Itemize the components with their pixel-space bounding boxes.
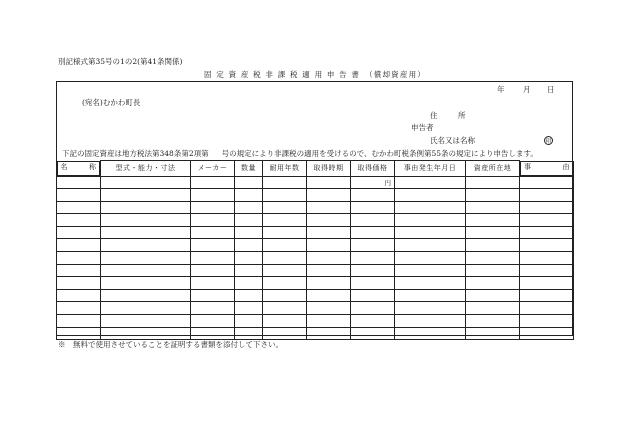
cell-reason[interactable]: [520, 302, 574, 315]
cell-acq_time[interactable]: [307, 176, 351, 189]
cell-location[interactable]: [466, 302, 520, 315]
cell-life[interactable]: [263, 189, 307, 202]
cell-location[interactable]: [466, 239, 520, 252]
table-header-row: [57, 161, 574, 177]
cell-qty[interactable]: [235, 201, 263, 214]
table-row: [57, 302, 574, 315]
cell-acq_time[interactable]: [307, 277, 351, 290]
cell-name[interactable]: [57, 239, 101, 252]
cell-acq_time[interactable]: [307, 302, 351, 315]
table-row: [57, 189, 574, 202]
cell-model[interactable]: [101, 189, 191, 202]
cell-location[interactable]: [466, 264, 520, 277]
column-header-name: 名 称: [57, 161, 101, 176]
cell-life[interactable]: [263, 264, 307, 277]
cell-location[interactable]: [466, 289, 520, 302]
cell-qty[interactable]: [235, 327, 263, 340]
cell-reason[interactable]: [520, 189, 574, 202]
cell-name[interactable]: [57, 189, 101, 202]
cell-reason[interactable]: [520, 214, 574, 227]
cell-life[interactable]: [263, 315, 307, 328]
cell-model[interactable]: [101, 176, 191, 189]
cell-model[interactable]: [101, 201, 191, 214]
cell-qty[interactable]: [235, 189, 263, 202]
table-row: [57, 264, 574, 277]
cell-location[interactable]: [466, 176, 520, 189]
cell-acq_price[interactable]: [351, 239, 395, 252]
cell-name[interactable]: [57, 289, 101, 302]
cell-acq_time[interactable]: [307, 289, 351, 302]
cell-acq_time[interactable]: [307, 264, 351, 277]
cell-model[interactable]: [101, 302, 191, 315]
table-row: [57, 289, 574, 302]
table-row: [57, 176, 574, 189]
cell-reason[interactable]: [520, 201, 574, 214]
cell-name[interactable]: [57, 214, 101, 227]
table-row: [57, 277, 574, 290]
cell-maker[interactable]: [191, 201, 235, 214]
cell-model[interactable]: [101, 252, 191, 265]
cell-acq_price[interactable]: [351, 189, 395, 202]
form-number: 別記様式第35号の1の2(第41条関係): [58, 57, 183, 66]
footer-note: ※ 無料で使用させていることを証明する書類を添付して下さい。: [58, 340, 283, 349]
cell-qty[interactable]: [235, 252, 263, 265]
cell-event_date[interactable]: [395, 264, 466, 277]
cell-event_date[interactable]: [395, 239, 466, 252]
cell-maker[interactable]: [191, 289, 235, 302]
cell-life[interactable]: [263, 252, 307, 265]
applicant-role-label: 申告者: [411, 123, 434, 132]
cell-name[interactable]: [57, 226, 101, 239]
cell-location[interactable]: [466, 277, 520, 290]
cell-maker[interactable]: [191, 176, 235, 189]
column-header-model: 型式・能力・寸法: [101, 161, 191, 177]
cell-event_date[interactable]: [395, 201, 466, 214]
cell-event_date[interactable]: [395, 226, 466, 239]
cell-event_date[interactable]: [395, 327, 466, 340]
address-label-2: 所: [458, 111, 466, 120]
cell-life[interactable]: [263, 176, 307, 189]
cell-model[interactable]: [101, 214, 191, 227]
cell-maker[interactable]: [191, 226, 235, 239]
asset-table: [56, 160, 574, 340]
cell-reason[interactable]: [520, 264, 574, 277]
cell-maker[interactable]: [191, 239, 235, 252]
declaration-text: [62, 150, 538, 158]
date-day-label: 日: [547, 85, 555, 94]
table-row: [57, 252, 574, 265]
column-header-event-date: 事由発生年月日: [395, 161, 466, 177]
cell-model[interactable]: [101, 264, 191, 277]
cell-model[interactable]: [101, 315, 191, 328]
cell-name[interactable]: [57, 201, 101, 214]
cell-model[interactable]: [101, 239, 191, 252]
column-header-useful-life: 耐用年数: [263, 161, 307, 177]
column-header-location: 資産所在地: [466, 161, 520, 177]
cell-acq_time[interactable]: [307, 201, 351, 214]
cell-acq_price[interactable]: 円: [351, 176, 395, 189]
cell-reason[interactable]: [520, 239, 574, 252]
cell-qty[interactable]: [235, 176, 263, 189]
cell-maker[interactable]: [191, 189, 235, 202]
cell-maker[interactable]: [191, 214, 235, 227]
cell-maker[interactable]: [191, 277, 235, 290]
column-header-acquisition-price: 取得価格: [351, 161, 395, 177]
cell-acq_time[interactable]: [307, 239, 351, 252]
cell-name[interactable]: [57, 315, 101, 328]
table-row: [57, 201, 574, 214]
table-row: [57, 327, 574, 340]
cell-model[interactable]: [101, 277, 191, 290]
cell-maker[interactable]: [191, 264, 235, 277]
declaration-text-part2: 号の規定により非課税の適用を受けるので、むかわ町税条例第55条の規定により申告します。: [221, 149, 538, 158]
date-year-label: 年: [497, 85, 505, 94]
cell-qty[interactable]: [235, 214, 263, 227]
cell-event_date[interactable]: [395, 289, 466, 302]
cell-maker[interactable]: [191, 327, 235, 340]
cell-acq_price[interactable]: [351, 252, 395, 265]
cell-acq_price[interactable]: [351, 302, 395, 315]
cell-maker[interactable]: [191, 252, 235, 265]
cell-qty[interactable]: [235, 289, 263, 302]
cell-reason[interactable]: [520, 226, 574, 239]
addressee: (宛名)むかわ町長: [82, 98, 141, 107]
cell-location[interactable]: [466, 226, 520, 239]
name-label: 氏名又は名称: [430, 136, 475, 145]
cell-reason[interactable]: [520, 252, 574, 265]
cell-name[interactable]: [57, 327, 101, 340]
column-header-reason: 事 由: [520, 161, 574, 176]
cell-model[interactable]: [101, 226, 191, 239]
cell-reason[interactable]: [520, 327, 574, 340]
cell-acq_price[interactable]: [351, 327, 395, 340]
cell-acq_price[interactable]: [351, 201, 395, 214]
cell-event_date[interactable]: [395, 214, 466, 227]
cell-model[interactable]: [101, 289, 191, 302]
cell-maker[interactable]: [191, 302, 235, 315]
declaration-text-part1: 下記の固定資産は地方税法第348条第2項第: [62, 149, 209, 158]
table-row: [57, 214, 574, 227]
cell-name[interactable]: [57, 252, 101, 265]
cell-life[interactable]: [263, 239, 307, 252]
column-header-quantity: 数量: [235, 161, 263, 177]
cell-location[interactable]: [466, 201, 520, 214]
cell-life[interactable]: [263, 201, 307, 214]
cell-acq_price[interactable]: [351, 315, 395, 328]
column-header-maker: メーカー: [191, 161, 235, 177]
cell-reason[interactable]: [520, 289, 574, 302]
cell-life[interactable]: [263, 289, 307, 302]
cell-qty[interactable]: [235, 315, 263, 328]
cell-acq_time[interactable]: [307, 189, 351, 202]
cell-event_date[interactable]: [395, 315, 466, 328]
cell-acq_time[interactable]: [307, 226, 351, 239]
cell-location[interactable]: [466, 315, 520, 328]
cell-location[interactable]: [466, 327, 520, 340]
cell-event_date[interactable]: [395, 302, 466, 315]
cell-acq_time[interactable]: [307, 252, 351, 265]
cell-location[interactable]: [466, 252, 520, 265]
cell-acq_price[interactable]: [351, 226, 395, 239]
cell-name[interactable]: [57, 176, 101, 189]
cell-name[interactable]: [57, 264, 101, 277]
cell-acq_price[interactable]: [351, 264, 395, 277]
cell-acq_time[interactable]: [307, 315, 351, 328]
address-label-1: 住: [430, 111, 438, 120]
cell-acq_time[interactable]: [307, 214, 351, 227]
cell-reason[interactable]: [520, 315, 574, 328]
cell-name[interactable]: [57, 277, 101, 290]
cell-reason[interactable]: [520, 176, 574, 189]
table-row: [57, 226, 574, 239]
cell-acq_price[interactable]: [351, 214, 395, 227]
cell-reason[interactable]: [520, 277, 574, 290]
cell-qty[interactable]: [235, 264, 263, 277]
table-row: [57, 239, 574, 252]
cell-location[interactable]: [466, 214, 520, 227]
cell-life[interactable]: [263, 302, 307, 315]
cell-acq_price[interactable]: [351, 289, 395, 302]
cell-model[interactable]: [101, 327, 191, 340]
cell-qty[interactable]: [235, 226, 263, 239]
cell-event_date[interactable]: [395, 252, 466, 265]
cell-qty[interactable]: [235, 277, 263, 290]
cell-qty[interactable]: [235, 239, 263, 252]
cell-acq_time[interactable]: [307, 327, 351, 340]
cell-life[interactable]: [263, 214, 307, 227]
cell-event_date[interactable]: [395, 176, 466, 189]
cell-event_date[interactable]: [395, 277, 466, 290]
cell-acq_price[interactable]: [351, 277, 395, 290]
form-title: 固 定 資 産 税 非 課 税 適 用 申 告 書 （償却資産用）: [204, 70, 426, 79]
cell-life[interactable]: [263, 226, 307, 239]
cell-location[interactable]: [466, 189, 520, 202]
seal-mark: 印: [545, 138, 552, 145]
table-row: [57, 315, 574, 328]
column-header-acquisition-time: 取得時期: [307, 161, 351, 177]
cell-name[interactable]: [57, 302, 101, 315]
cell-event_date[interactable]: [395, 189, 466, 202]
date-month-label: 月: [523, 85, 531, 94]
cell-life[interactable]: [263, 277, 307, 290]
cell-life[interactable]: [263, 327, 307, 340]
cell-maker[interactable]: [191, 315, 235, 328]
cell-qty[interactable]: [235, 302, 263, 315]
